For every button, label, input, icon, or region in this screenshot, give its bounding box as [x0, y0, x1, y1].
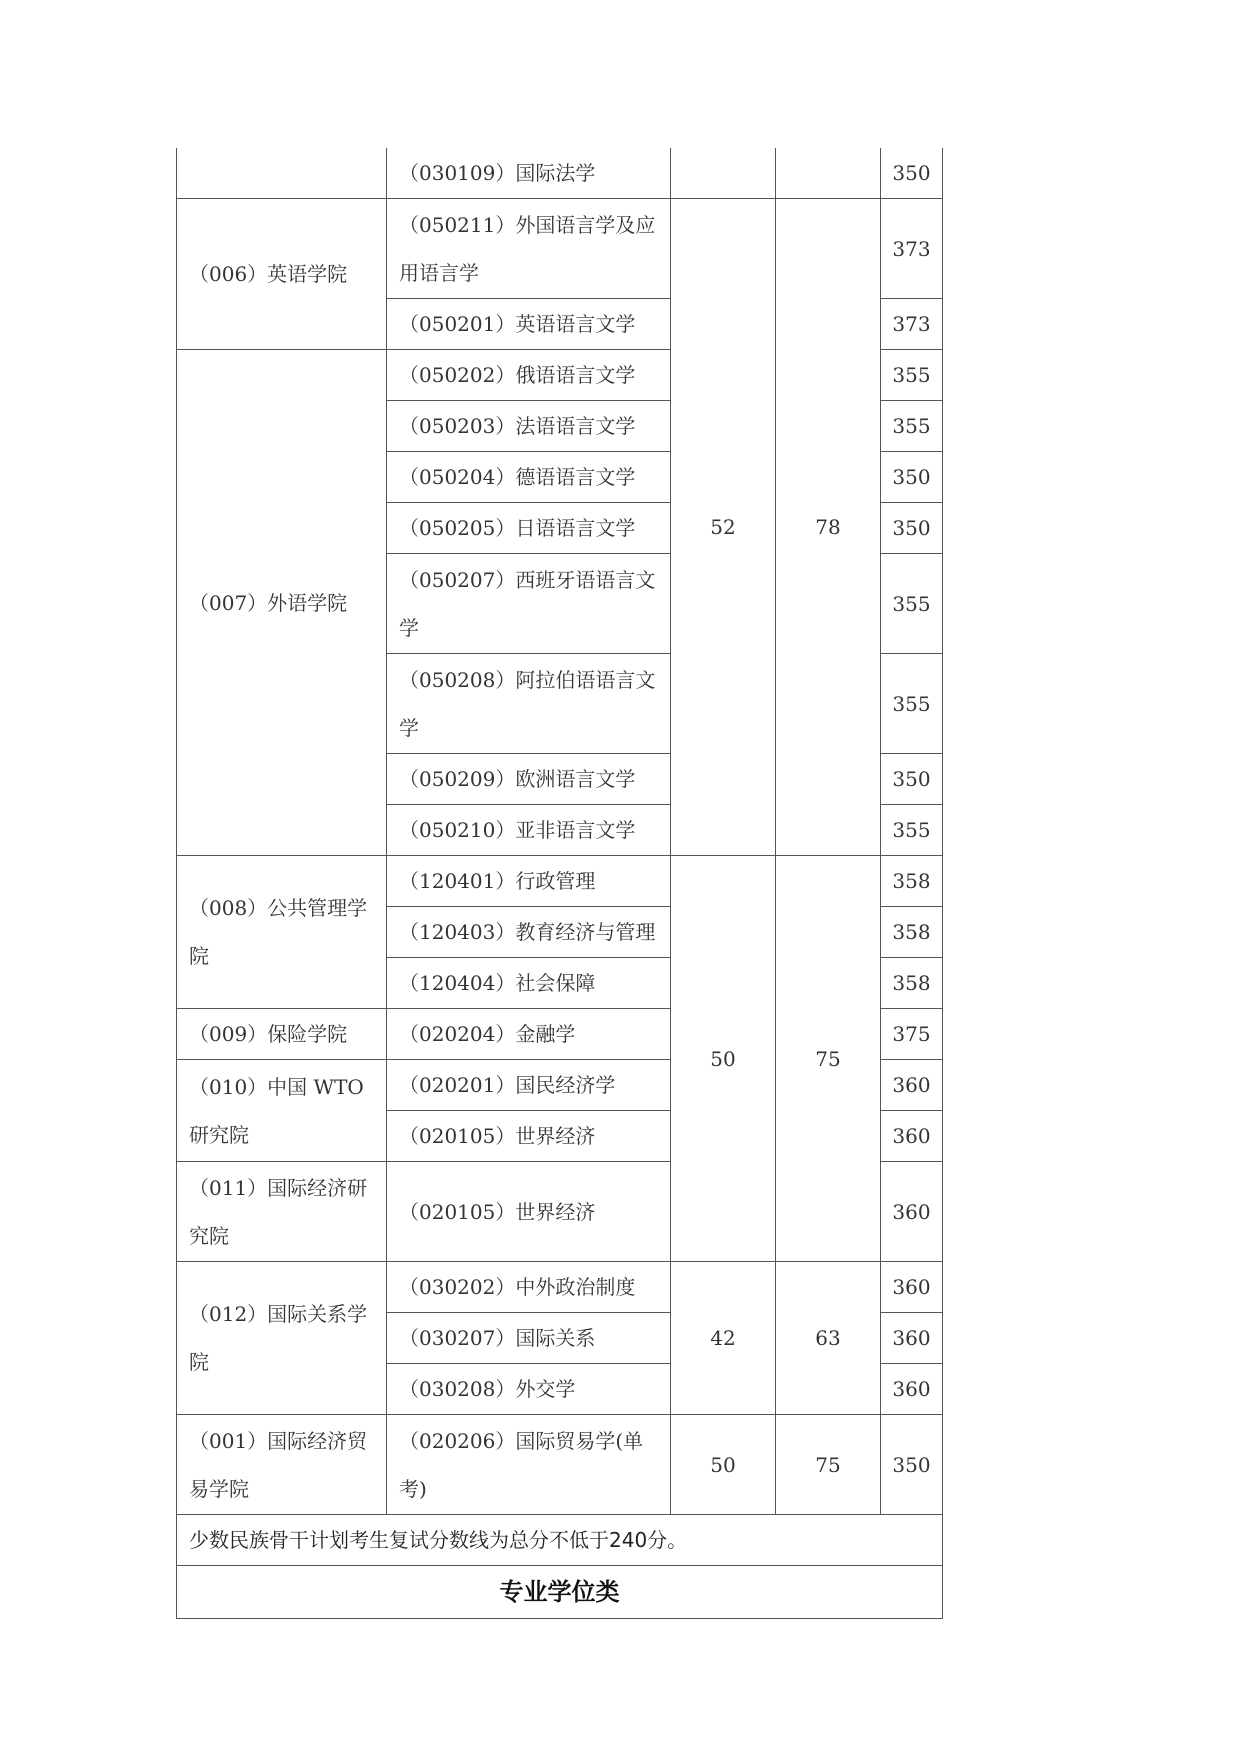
- score-cell: 375: [881, 1009, 943, 1060]
- total-cell: 63: [776, 1262, 881, 1415]
- score-cell: 358: [881, 958, 943, 1009]
- major-cell: （050204）德语语言文学: [387, 452, 671, 503]
- college-cell: （012）国际关系学院: [177, 1262, 387, 1415]
- college-cell: （011）国际经济研究院: [177, 1162, 387, 1262]
- total-cell: 78: [776, 199, 881, 856]
- college-cell: （001）国际经济贸易学院: [177, 1415, 387, 1515]
- section-title: 专业学位类: [177, 1566, 943, 1619]
- score-cell: 360: [881, 1162, 943, 1262]
- score-cell: 373: [881, 199, 943, 299]
- score-cell: 355: [881, 401, 943, 452]
- single-subject-cell: 50: [671, 1415, 776, 1515]
- major-cell: （030207）国际关系: [387, 1313, 671, 1364]
- table-row: [177, 856, 943, 907]
- college-cell: （008）公共管理学院: [177, 856, 387, 1009]
- score-cell: 350: [881, 754, 943, 805]
- table-row: [177, 1415, 943, 1515]
- score-table: [176, 148, 943, 1619]
- table-row: [177, 148, 943, 199]
- major-cell: （050210）亚非语言文学: [387, 805, 671, 856]
- major-cell: （050202）俄语语言文学: [387, 350, 671, 401]
- college-cell: （007）外语学院: [177, 350, 387, 856]
- major-cell: （120401）行政管理: [387, 856, 671, 907]
- single-subject-cell: 50: [671, 856, 776, 1262]
- table-row: [177, 199, 943, 299]
- major-cell: （030208）外交学: [387, 1364, 671, 1415]
- major-cell: （020105）世界经济: [387, 1162, 671, 1262]
- major-cell: （050208）阿拉伯语语言文学: [387, 654, 671, 754]
- single-subject-cell: 42: [671, 1262, 776, 1415]
- total-cell: 75: [776, 1415, 881, 1515]
- section-row: [177, 1566, 943, 1619]
- college-cell-continued: [177, 148, 387, 199]
- college-cell: （006）英语学院: [177, 199, 387, 350]
- score-cell: 350: [881, 503, 943, 554]
- major-cell: （050205）日语语言文学: [387, 503, 671, 554]
- major-cell: （050209）欧洲语言文学: [387, 754, 671, 805]
- major-cell: （020201）国民经济学: [387, 1060, 671, 1111]
- score-cell: 355: [881, 654, 943, 754]
- score-cell: 350: [881, 1415, 943, 1515]
- total-cell: 75: [776, 856, 881, 1262]
- major-cell: （120403）教育经济与管理: [387, 907, 671, 958]
- score-cell: 350: [881, 452, 943, 503]
- single-subject-cell: 52: [671, 199, 776, 856]
- major-cell: （120404）社会保障: [387, 958, 671, 1009]
- major-cell: （050211）外国语言学及应用语言学: [387, 199, 671, 299]
- score-cell: 355: [881, 805, 943, 856]
- major-cell: （050207）西班牙语语言文学: [387, 554, 671, 654]
- score-cell: 358: [881, 856, 943, 907]
- single-subject-cell: [671, 148, 776, 199]
- score-cell: 360: [881, 1262, 943, 1313]
- total-cell: [776, 148, 881, 199]
- major-cell: （050201）英语语言文学: [387, 299, 671, 350]
- college-cell: （009）保险学院: [177, 1009, 387, 1060]
- note-text: 少数民族骨干计划考生复试分数线为总分不低于240分。: [177, 1515, 943, 1566]
- score-cell: 360: [881, 1060, 943, 1111]
- major-cell: （020206）国际贸易学(单考): [387, 1415, 671, 1515]
- score-cell: 355: [881, 350, 943, 401]
- major-cell: （030109）国际法学: [387, 148, 671, 199]
- score-cell: 360: [881, 1364, 943, 1415]
- major-cell: （020204）金融学: [387, 1009, 671, 1060]
- score-cell: 360: [881, 1313, 943, 1364]
- major-cell: （050203）法语语言文学: [387, 401, 671, 452]
- major-cell: （020105）世界经济: [387, 1111, 671, 1162]
- note-row: [177, 1515, 943, 1566]
- score-cell: 350: [881, 148, 943, 199]
- score-cell: 360: [881, 1111, 943, 1162]
- table-row: [177, 1262, 943, 1313]
- score-cell: 373: [881, 299, 943, 350]
- score-cell: 358: [881, 907, 943, 958]
- college-cell: （010）中国 WTO 研究院: [177, 1060, 387, 1162]
- score-cell: 355: [881, 554, 943, 654]
- major-cell: （030202）中外政治制度: [387, 1262, 671, 1313]
